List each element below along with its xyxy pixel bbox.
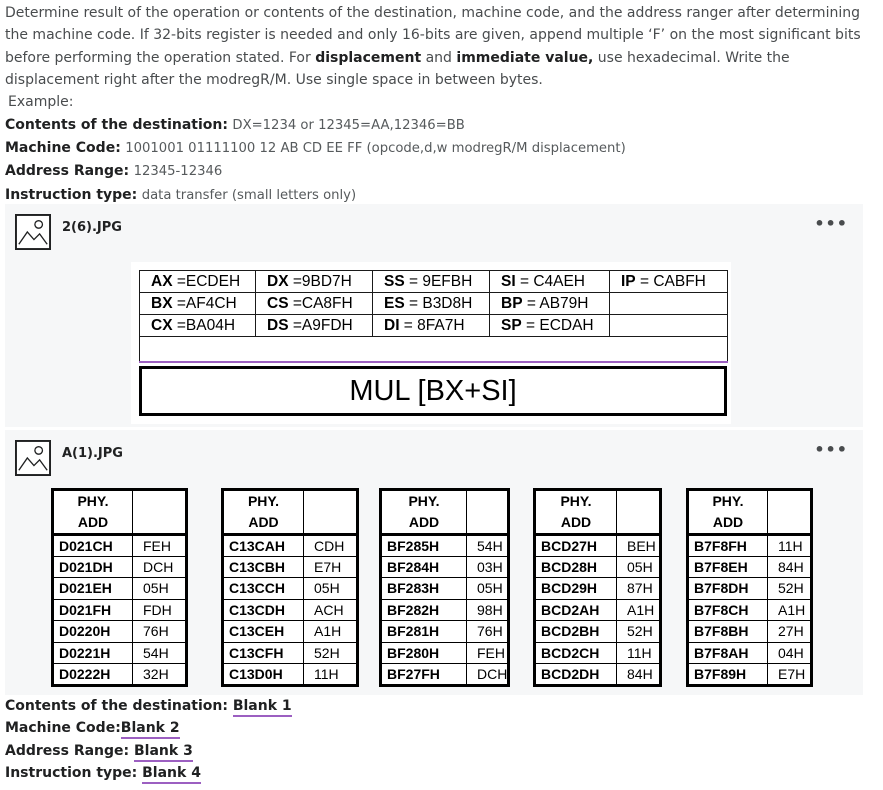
memory-row — [53, 535, 187, 557]
memory-table — [51, 488, 188, 687]
memory-row — [223, 621, 358, 643]
memory-value: 04H — [768, 642, 812, 664]
more-options-icon[interactable]: ••• — [814, 214, 848, 233]
attachment-header — [15, 440, 123, 478]
phy-add-header: PHY. ADD — [535, 490, 617, 535]
memory-value: 05H — [617, 556, 661, 578]
memory-value: 03H — [467, 556, 509, 578]
answer-blanks — [5, 695, 875, 785]
example-instruction-type: Instruction type: data transfer (small letters only) — [5, 186, 357, 203]
image-file-icon — [15, 440, 51, 476]
attachment-filename[interactable]: 2(6).JPG — [62, 220, 122, 235]
memory-address: BF280H — [381, 642, 467, 664]
memory-address: C13CDH — [223, 599, 304, 621]
register-row — [140, 315, 728, 337]
memory-image — [45, 480, 825, 692]
memory-row — [381, 535, 509, 557]
blank-1[interactable]: Blank 1 — [233, 698, 292, 717]
memory-value: ACH — [304, 599, 358, 621]
memory-value: A1H — [304, 621, 358, 643]
register-cell: DI = 8FA7H — [373, 315, 490, 337]
memory-value: A1H — [617, 599, 661, 621]
memory-value: FEH — [467, 642, 509, 664]
memory-row — [53, 599, 187, 621]
register-row — [140, 293, 728, 315]
memory-value: 27H — [768, 621, 812, 643]
memory-row — [688, 578, 812, 600]
memory-value: E7H — [768, 664, 812, 686]
memory-value: 84H — [617, 664, 661, 686]
register-cell: AX =ECDEH — [140, 271, 256, 293]
memory-value: 76H — [133, 621, 187, 643]
blank-2[interactable]: Blank 2 — [121, 720, 180, 739]
memory-address: B7F89H — [688, 664, 768, 686]
blank-row-destination: Contents of the destination: Blank 1 — [5, 695, 875, 717]
memory-address: BCD28H — [535, 556, 617, 578]
example-address-range: Address Range: 12345-12346 — [5, 163, 223, 180]
memory-address: B7F8CH — [688, 599, 768, 621]
memory-table — [686, 488, 813, 687]
value-header — [768, 490, 812, 535]
memory-row — [53, 556, 187, 578]
memory-address: BF284H — [381, 556, 467, 578]
memory-row — [688, 556, 812, 578]
memory-row — [688, 535, 812, 557]
register-cell: SI = C4AEH — [490, 271, 610, 293]
example-label: Example: — [8, 94, 74, 111]
memory-row — [381, 621, 509, 643]
memory-address: D021CH — [53, 535, 133, 557]
memory-row — [535, 599, 661, 621]
memory-table — [379, 488, 510, 687]
register-cell — [140, 337, 728, 362]
memory-address: C13CAH — [223, 535, 304, 557]
memory-value: CDH — [304, 535, 358, 557]
memory-row — [535, 556, 661, 578]
value-header — [467, 490, 509, 535]
phy-add-header: PHY. ADD — [223, 490, 304, 535]
blank-row-machine-code: Machine Code:Blank 2 — [5, 717, 875, 739]
memory-value: 05H — [304, 578, 358, 600]
memory-address: D0221H — [53, 642, 133, 664]
blank-4[interactable]: Blank 4 — [142, 765, 201, 784]
memory-row — [535, 578, 661, 600]
memory-address: B7F8AH — [688, 642, 768, 664]
memory-row — [535, 664, 661, 686]
phy-add-header: PHY. ADD — [688, 490, 768, 535]
memory-row — [381, 578, 509, 600]
memory-address: C13CBH — [223, 556, 304, 578]
memory-value: 54H — [133, 642, 187, 664]
memory-address: BF285H — [381, 535, 467, 557]
memory-row — [223, 599, 358, 621]
memory-value: FDH — [133, 599, 187, 621]
memory-row — [223, 535, 358, 557]
memory-header-row — [688, 490, 812, 535]
memory-row — [381, 664, 509, 686]
memory-address: D021EH — [53, 578, 133, 600]
memory-address: BCD2BH — [535, 621, 617, 643]
register-cell: CX =BA04H — [140, 315, 256, 337]
memory-value: 52H — [617, 621, 661, 643]
memory-row — [53, 578, 187, 600]
register-blank-row — [140, 337, 728, 362]
register-table — [139, 270, 728, 363]
memory-address: B7F8DH — [688, 578, 768, 600]
instruction-box: MUL [BX+SI] — [139, 366, 727, 416]
attachment-register-image — [5, 204, 863, 427]
memory-row — [688, 664, 812, 686]
memory-header-row — [53, 490, 187, 535]
memory-address: D021DH — [53, 556, 133, 578]
register-cell: IP = CABFH — [610, 271, 728, 293]
memory-value: 11H — [768, 535, 812, 557]
image-file-icon — [15, 214, 51, 250]
memory-address: D0220H — [53, 621, 133, 643]
memory-row — [223, 642, 358, 664]
blank-3[interactable]: Blank 3 — [134, 743, 193, 762]
memory-row — [535, 642, 661, 664]
register-cell: DS =A9FDH — [256, 315, 373, 337]
memory-address: BF281H — [381, 621, 467, 643]
memory-value: 98H — [467, 599, 509, 621]
memory-row — [53, 642, 187, 664]
memory-address: C13CFH — [223, 642, 304, 664]
memory-value: DCH — [467, 664, 509, 686]
memory-row — [381, 642, 509, 664]
memory-value: 87H — [617, 578, 661, 600]
memory-address: C13D0H — [223, 664, 304, 686]
value-header — [304, 490, 358, 535]
register-cell: DX =9BD7H — [256, 271, 373, 293]
memory-address: BF282H — [381, 599, 467, 621]
blank-row-address-range: Address Range: Blank 3 — [5, 740, 875, 762]
memory-value: 11H — [304, 664, 358, 686]
memory-address: BF27FH — [381, 664, 467, 686]
example-machine-code: Machine Code: 1001001 01111100 12 AB CD EE FF (opcode,d,w modregR/M displacement) — [5, 140, 626, 156]
register-cell: BP = AB79H — [490, 293, 610, 315]
memory-address: C13CCH — [223, 578, 304, 600]
memory-address: BF283H — [381, 578, 467, 600]
memory-value: 54H — [467, 535, 509, 557]
memory-row — [535, 535, 661, 557]
memory-row — [223, 556, 358, 578]
memory-row — [381, 556, 509, 578]
blank-row-instruction-type: Instruction type: Blank 4 — [5, 762, 875, 784]
value-header — [617, 490, 661, 535]
memory-address: BCD27H — [535, 535, 617, 557]
memory-value: 52H — [304, 642, 358, 664]
memory-address: BCD2AH — [535, 599, 617, 621]
memory-value: BEH — [617, 535, 661, 557]
memory-row — [688, 621, 812, 643]
phy-add-header: PHY. ADD — [53, 490, 133, 535]
memory-address: BCD2CH — [535, 642, 617, 664]
attachment-memory-image — [5, 430, 863, 695]
register-cell: ES = B3D8H — [373, 293, 490, 315]
memory-address: BCD29H — [535, 578, 617, 600]
memory-value: 11H — [617, 642, 661, 664]
memory-value: 84H — [768, 556, 812, 578]
register-cell — [610, 315, 728, 337]
attachment-filename[interactable]: A(1).JPG — [62, 446, 123, 461]
memory-table — [221, 488, 359, 687]
memory-address: D021FH — [53, 599, 133, 621]
memory-row — [223, 664, 358, 686]
memory-value: 52H — [768, 578, 812, 600]
memory-row — [381, 599, 509, 621]
attachment-header — [15, 214, 122, 252]
question-instructions — [5, 2, 875, 207]
value-header — [133, 490, 187, 535]
memory-value: A1H — [768, 599, 812, 621]
memory-address: BCD2DH — [535, 664, 617, 686]
memory-row — [223, 578, 358, 600]
memory-value: E7H — [304, 556, 358, 578]
memory-address: B7F8EH — [688, 556, 768, 578]
register-row — [140, 271, 728, 293]
memory-row — [53, 621, 187, 643]
register-image — [131, 262, 731, 424]
memory-row — [688, 642, 812, 664]
memory-row — [53, 664, 187, 686]
memory-header-row — [535, 490, 661, 535]
instructions-paragraph: Determine result of the operation or contents of the destination, machine code, and the address ranger after determining the machine code. If 32-bits register is needed and only 16-bits are given, append multiple ‘F’ on the most significant bits before performing the operation stated. For displacement and immediate value, use hexadecimal. Write the displacement right after the modregR/M. Use single space in between bytes. — [5, 5, 861, 88]
register-cell: BX =AF4CH — [140, 293, 256, 315]
register-cell: SS = 9EFBH — [373, 271, 490, 293]
memory-value: 32H — [133, 664, 187, 686]
register-cell — [610, 293, 728, 315]
memory-row — [688, 599, 812, 621]
example-destination: Contents of the destination: DX=1234 or 12345=AA,12346=BB — [5, 116, 465, 133]
memory-address: B7F8BH — [688, 621, 768, 643]
phy-add-header: PHY. ADD — [381, 490, 467, 535]
memory-value: 76H — [467, 621, 509, 643]
memory-value: DCH — [133, 556, 187, 578]
memory-value: FEH — [133, 535, 187, 557]
memory-address: D0222H — [53, 664, 133, 686]
memory-header-row — [381, 490, 509, 535]
register-cell: SP = ECDAH — [490, 315, 610, 337]
memory-value: 05H — [133, 578, 187, 600]
memory-value: 05H — [467, 578, 509, 600]
more-options-icon[interactable]: ••• — [814, 440, 848, 459]
memory-table — [533, 488, 662, 687]
register-cell: CS =CA8FH — [256, 293, 373, 315]
memory-address: B7F8FH — [688, 535, 768, 557]
memory-header-row — [223, 490, 358, 535]
memory-address: C13CEH — [223, 621, 304, 643]
memory-row — [535, 621, 661, 643]
